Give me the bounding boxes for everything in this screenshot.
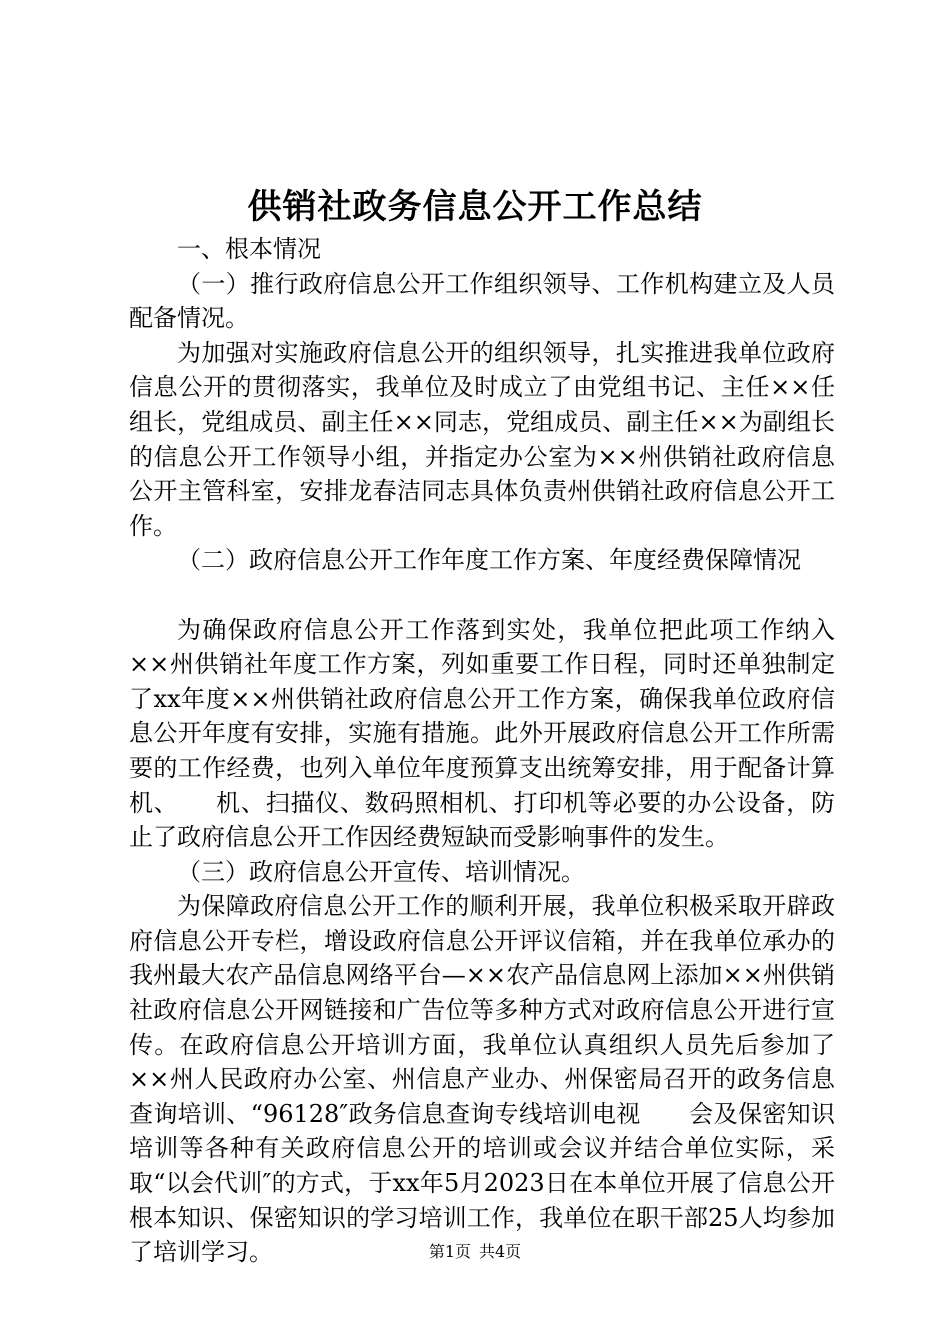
subsection-heading: （二）政府信息公开工作年度工作方案、年度经费保障情况 — [177, 546, 801, 575]
body-paragraph: 为确保政府信息公开工作落到实处，我单位把此项工作纳入××州供销社年度工作方案，列如重要工作日程，同时还单独制定了xx年度××州供销社政府信息公开工作方案，确保我单位政府信息公开年度有安排，实施有措施。此外开展政府信息公开工作所需要的工作经费，也列入单位年度预算支出统筹安排，用于配备计算机、 机、扫描仪、数码照相机、打印机等必要的办公设备，防止了政府信息公开工作因经费短缺而受影响事件的发生。 — [129, 615, 835, 852]
subsection-heading: （一）推行政府信息公开工作组织领导、工作机构建立及人员配备情况。 — [129, 269, 835, 333]
section-heading: 一、根本情况 — [177, 235, 321, 263]
document-title: 供销社政务信息公开工作总结 — [247, 187, 703, 227]
body-paragraph: 为加强对实施政府信息公开的组织领导，扎实推进我单位政府信息公开的贯彻落实，我单位及时成立了由党组书记、主任××任组长，党组成员、副主任××同志，党组成员、副主任××为副组长的信息公开工作领导小组，并指定办公室为××州供销社政府信息公开主管科室，安排龙春洁同志具体负责州供销社政府信息公开工作。 — [129, 338, 835, 540]
page-number: 第1页 — [428, 1242, 471, 1261]
body-paragraph: 为保障政府信息公开工作的顺利开展，我单位积极采取开辟政府信息公开专栏，增设政府信息公开评议信箱，并在我单位承办的我州最大农产品信息网络平台—××农产品信息网上添加××州供销社政府信息公开网链接和广告位等多种方式对政府信息公开进行宣传。在政府信息公开培训方面，我单位认真组织人员先后参加了××州人民政府办公室、州信息产业办、州保密局召开的政务信息查询培训、“96128″政务信息查询专线培训电视 会及保密知识培训等各种有关政府信息公开的培训或会议并结合单位实际，采取“以会代训″的方式，于xx年5月2023日在本单位开展了信息公开根本知识、保密知识的学习培训工作，我单位在职干部25人均参加了培训学习。 — [129, 892, 835, 1267]
subsection-heading: （三）政府信息公开宣传、培训情况。 — [177, 857, 585, 886]
page-total: 共4页 — [479, 1242, 522, 1261]
document-body — [129, 232, 835, 1270]
page-footer — [0, 1240, 950, 1264]
